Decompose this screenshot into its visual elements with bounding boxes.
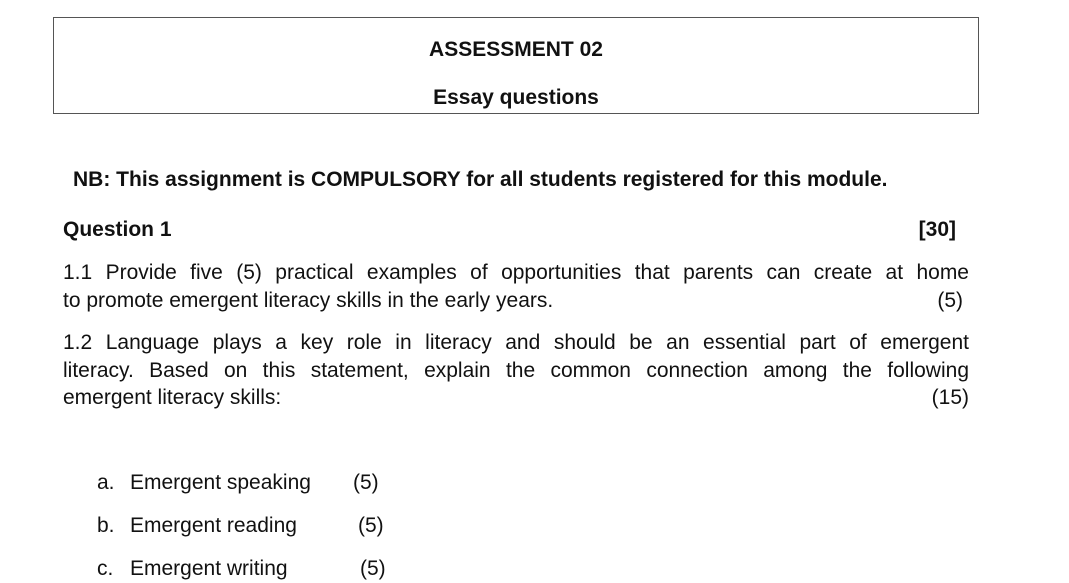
assessment-subtitle: Essay questions <box>433 86 599 109</box>
part-text: Provide five (5) practical examples of opportunities that parents can create at home <box>105 261 969 284</box>
header-box <box>53 17 979 114</box>
item-letter: a. <box>97 471 115 494</box>
list-item <box>97 556 386 582</box>
part-1-1-line-1 <box>63 259 969 287</box>
item-marks: (5) <box>358 514 384 537</box>
question-part-1-1 <box>63 259 969 314</box>
item-marks: (5) <box>353 471 379 494</box>
part-number: 1.2 <box>63 331 93 354</box>
part-text: emergent literacy skills: <box>63 386 282 409</box>
item-marks: (5) <box>360 557 386 580</box>
question-heading <box>63 217 956 243</box>
question-total-marks: [30] <box>918 218 956 241</box>
list-item <box>97 470 379 496</box>
part-1-2-line-1 <box>63 329 969 357</box>
part-marks: (15) <box>931 386 969 409</box>
item-text: Emergent writing <box>130 557 288 580</box>
part-text: to promote emergent literacy skills in the early years. <box>63 288 554 312</box>
part-text: Language plays a key role in literacy and should be an essential part of emergent <box>105 331 969 354</box>
item-text: Emergent reading <box>130 514 297 537</box>
question-label: Question 1 <box>63 218 172 241</box>
part-text: literacy. Based on this statement, explain the common connection among the following <box>63 358 969 382</box>
question-part-1-2 <box>63 329 969 412</box>
part-1-2-line-2 <box>63 357 969 385</box>
compulsory-notice: NB: This assignment is COMPULSORY for all students registered for this module. <box>73 168 888 191</box>
item-letter: c. <box>97 557 114 580</box>
item-text: Emergent speaking <box>130 471 311 494</box>
part-number: 1.1 <box>63 261 93 284</box>
part-1-2-line-3 <box>63 384 969 412</box>
list-item <box>97 513 384 539</box>
part-1-1-line-2 <box>63 287 969 315</box>
item-letter: b. <box>97 514 115 537</box>
part-marks: (5) <box>937 288 963 312</box>
assessment-title: ASSESSMENT 02 <box>429 38 603 61</box>
